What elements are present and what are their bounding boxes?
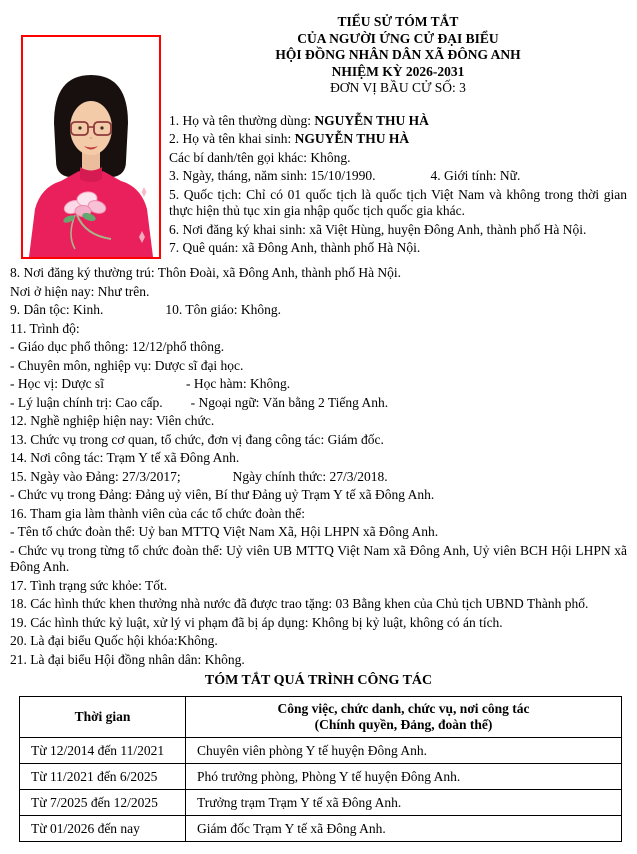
item-current-residence: Nơi ở hiện nay: Như trên. bbox=[10, 283, 150, 299]
col-header-job-line-1: Công việc, chức danh, chức vụ, nơi công tác bbox=[277, 701, 530, 716]
item-ethnicity: 9. Dân tộc: Kinh. bbox=[10, 302, 104, 317]
item-common-name-value: NGUYỄN THU HÀ bbox=[314, 112, 429, 128]
item-nationality: 5. Quốc tịch: Chỉ có 01 quốc tịch là quốc tịch Việt Nam và không trong thời gian thực hiện thủ tục xin gia nhập quốc tịch quốc gia khác. bbox=[169, 186, 627, 218]
item-workplace: 14. Nơi công tác: Trạm Y tế xã Đông Anh. bbox=[10, 450, 240, 465]
table-row bbox=[20, 764, 622, 790]
item-general-education: - Giáo dục phổ thông: 12/12/phổ thông. bbox=[10, 339, 225, 354]
item-foreign-language: - Ngoại ngữ: Văn bằng 2 Tiếng Anh. bbox=[190, 394, 389, 410]
bio-details-main bbox=[10, 265, 627, 668]
work-history-title: TÓM TẮT QUÁ TRÌNH CÔNG TÁC bbox=[204, 673, 433, 688]
work-history-table bbox=[19, 696, 622, 842]
item-hometown: 7. Quê quán: xã Đông Anh, thành phố Hà Nội. bbox=[169, 240, 421, 255]
cell-time: Từ 01/2026 đến nay bbox=[20, 816, 186, 842]
item-position: 13. Chức vụ trong cơ quan, tổ chức, đơn vị đang công tác: Giám đốc. bbox=[10, 431, 384, 447]
item-permanent-residence: 8. Nơi đăng ký thường trú: Thôn Đoài, xã Đông Anh, thành phố Hà Nội. bbox=[10, 265, 402, 280]
cell-time: Từ 7/2025 đến 12/2025 bbox=[20, 790, 186, 816]
item-party-role: - Chức vụ trong Đảng: Đảng uỷ viên, Bí thư Đảng uỷ Trạm Y tế xã Đông Anh. bbox=[10, 487, 435, 502]
item-education-heading: 11. Trình độ: bbox=[10, 320, 80, 336]
col-header-job bbox=[186, 697, 622, 738]
item-party-dates bbox=[10, 469, 627, 486]
cell-job: Phó trưởng phòng, Phòng Y tế huyện Đông Anh. bbox=[186, 764, 622, 790]
item-alias: Các bí danh/tên gọi khác: Không. bbox=[169, 149, 351, 165]
item-health: 17. Tình trạng sức khỏe: Tốt. bbox=[10, 577, 168, 593]
item-religion: 10. Tôn giáo: Không. bbox=[165, 302, 281, 317]
spacer bbox=[104, 387, 186, 388]
table-row bbox=[20, 790, 622, 816]
table-row bbox=[20, 738, 622, 764]
item-professional-education: - Chuyên môn, nghiệp vụ: Dược sĩ đại học. bbox=[10, 357, 244, 373]
work-history-header-row bbox=[20, 697, 622, 738]
cell-job: Trưởng trạm Trạm Y tế xã Đông Anh. bbox=[186, 790, 622, 816]
item-degree: - Học vị: Dược sĩ bbox=[10, 376, 104, 391]
item-awards: 18. Các hình thức khen thưởng nhà nước đã được trao tặng: 03 Bằng khen của Chủ tịch UBND Thành phố. bbox=[10, 596, 589, 611]
cell-time: Từ 12/2014 đến 11/2021 bbox=[20, 738, 186, 764]
cell-job: Giám đốc Trạm Y tế xã Đông Anh. bbox=[186, 816, 622, 842]
portrait-illustration bbox=[23, 37, 159, 257]
doc-title-line-4: NHIỆM KỲ 2026-2031 bbox=[331, 63, 465, 79]
table-row bbox=[20, 816, 622, 842]
item-organization-names: - Tên tổ chức đoàn thể: Uỷ ban MTTQ Việt Nam Xã, Hội LHPN xã Đông Anh. bbox=[10, 524, 439, 539]
spacer bbox=[181, 480, 233, 481]
item-birth-name-label: 2. Họ và tên khai sinh: bbox=[169, 131, 295, 146]
item-ethnicity-religion bbox=[10, 302, 627, 319]
cell-job: Chuyên viên phòng Y tế huyện Đông Anh. bbox=[186, 738, 622, 764]
item-politics-language bbox=[10, 395, 627, 412]
item-degree-acadtitle bbox=[10, 376, 627, 393]
item-gender: 4. Giới tính: Nữ. bbox=[430, 168, 521, 183]
spacer bbox=[103, 313, 165, 314]
candidate-portrait-photo bbox=[21, 35, 161, 259]
item-common-name-label: 1. Họ và tên thường dùng: bbox=[169, 112, 315, 128]
item-organizations-heading: 16. Tham gia làm thành viên của các tổ chức đoàn thể: bbox=[10, 505, 305, 521]
spacer bbox=[163, 406, 191, 407]
cell-time: Từ 11/2021 đến 6/2025 bbox=[20, 764, 186, 790]
doc-title-line-3: HỘI ĐỒNG NHÂN DÂN XÃ ĐÔNG ANH bbox=[275, 47, 521, 62]
item-political-theory: - Lý luận chính trị: Cao cấp. bbox=[10, 394, 163, 410]
item-dob: 3. Ngày, tháng, năm sinh: 15/10/1990. bbox=[169, 168, 376, 183]
doc-title-line-1: TIỂU SỬ TÓM TẮT bbox=[337, 14, 459, 29]
spacer bbox=[375, 179, 430, 180]
item-birth-registration: 6. Nơi đăng ký khai sinh: xã Việt Hùng, huyện Đông Anh, thành phố Hà Nội. bbox=[169, 221, 587, 237]
item-peoples-council: 21. Là đại biểu Hội đồng nhân dân: Không. bbox=[10, 651, 245, 667]
item-party-official-date: Ngày chính thức: 27/3/2018. bbox=[232, 468, 388, 484]
col-header-job-line-2: (Chính quyền, Đảng, đoàn thể) bbox=[314, 717, 493, 732]
col-header-time: Thời gian bbox=[20, 697, 186, 738]
item-national-assembly: 20. Là đại biểu Quốc hội khóa:Không. bbox=[10, 633, 218, 648]
item-discipline: 19. Các hình thức kỷ luật, xử lý vi phạm đã bị áp dụng: Không bị kỷ luật, không có án tích. bbox=[10, 614, 503, 630]
item-occupation: 12. Nghề nghiệp hiện nay: Viên chức. bbox=[10, 413, 215, 428]
item-acad-title: - Học hàm: Không. bbox=[185, 376, 291, 391]
election-unit-line: ĐƠN VỊ BẦU CỬ SỐ: 3 bbox=[330, 80, 466, 95]
item-organization-roles: - Chức vụ trong từng tổ chức đoàn thể: Uỷ viên UB MTTQ Việt Nam xã Đông Anh, Uỷ viên BCH Hội LHPN xã Đông Anh. bbox=[10, 542, 627, 574]
item-birth-name-value: NGUYỄN THU HÀ bbox=[294, 131, 410, 146]
doc-title-line-2: CỦA NGƯỜI ỨNG CỬ ĐẠI BIỂU bbox=[297, 30, 499, 46]
item-party-join-date: 15. Ngày vào Đảng: 27/3/2017; bbox=[10, 468, 181, 484]
